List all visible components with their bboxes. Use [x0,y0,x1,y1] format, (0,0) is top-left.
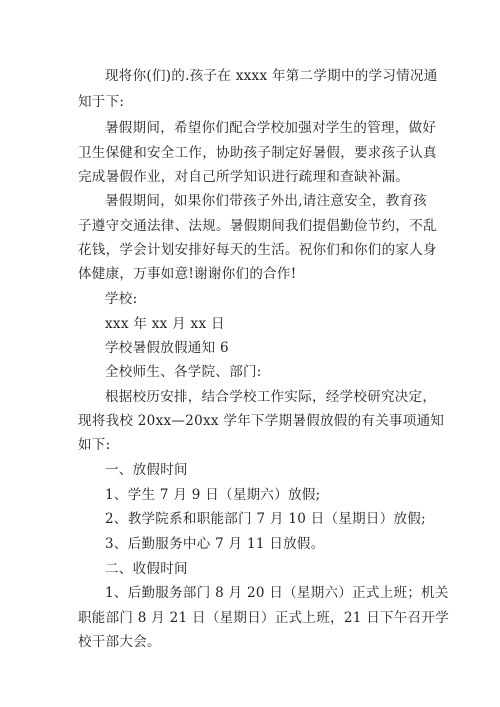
paragraph-line: 校干部大会。 [78,634,161,650]
paragraph-line: 卫生保健和安全工作，协助孩子制定好暑假，要求孩子认真 [78,145,437,161]
heading-return-time: 二、收假时间 [105,561,188,577]
list-item: 3、后勤服务中心 7 月 11 日放假。 [105,536,325,552]
list-item: 2、教学院系和职能部门 7 月 10 日（星期日）放假; [105,511,426,527]
paragraph-line: 子遵守交通法律、法规。暑假期间我们提倡勤俭节约，不乱 [78,218,437,234]
heading-holiday-time: 一、放假时间 [105,462,188,478]
section-title: 学校暑假放假通知 6 [105,340,229,356]
paragraph-line: 职能部门 8 月 21 日（星期日）正式上班，21 日下午召开学 [78,610,450,626]
paragraph-line: 体健康，万事如意!谢谢你们的合作! [78,266,297,282]
paragraph-line: 现将你(们)的.孩子在 xxxx 年第二学期中的学习情况通 [105,68,438,84]
paragraph-line: 花钱，学会计划安排好每天的生活。祝你们和你们的家人身 [78,242,437,258]
paragraph-line: 暑假期间，如果你们带孩子外出,请注意安全，教育孩 [105,193,427,209]
salutation: 全校师生、各学院、部门: [105,364,262,380]
paragraph-line: 知于下: [78,94,125,110]
paragraph-line: 暑假期间，希望你们配合学校加强对学生的管理，做好 [105,120,437,136]
paragraph-line: 完成暑假作业，对自己所学知识进行疏理和查缺补漏。 [78,169,410,185]
paragraph-line: 如下: [78,437,111,453]
paragraph-line: 1、后勤服务部门 8 月 20 日（星期六）正式上班；机关 [105,585,449,601]
signature-date: xxx 年 xx 月 xx 日 [105,316,225,332]
paragraph-line: 根据校历安排，结合学校工作实际，经学校研究决定， [105,389,437,405]
list-item: 1、学生 7 月 9 日（星期六）放假; [105,487,321,503]
paragraph-line: 现将我校 20xx—20xx 学年下学期暑假放假的有关事项通知 [78,413,445,429]
signature-school: 学校: [105,291,138,307]
